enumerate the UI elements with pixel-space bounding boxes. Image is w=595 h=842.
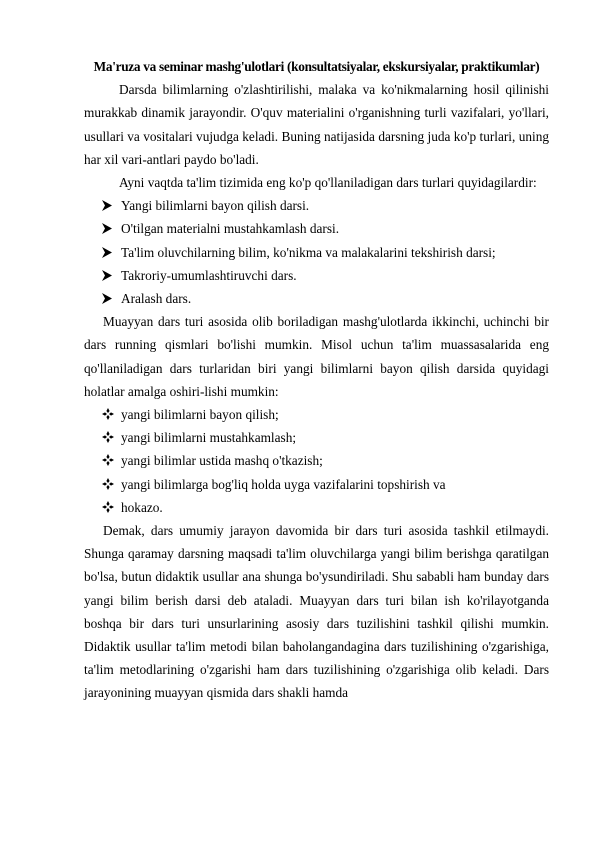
list-item-text: Yangi bilimlarni bayon qilish darsi. xyxy=(121,198,310,214)
situations-list xyxy=(84,403,549,519)
lesson-types-list xyxy=(84,194,549,310)
arrow-bullet-icon xyxy=(102,194,116,218)
list-item xyxy=(84,426,549,449)
document-page xyxy=(84,55,549,705)
list-item-text: hokazo. xyxy=(121,499,163,515)
list-item xyxy=(84,449,549,472)
list-item-text: yangi bilimlarni mustahkamlash; xyxy=(121,430,297,446)
list-item-text: O'tilgan materialni mustahkamlash darsi. xyxy=(121,221,340,237)
list-item-text: Ta'lim oluvchilarning bilim, ko'nikma va malakalarini tekshirish darsi; xyxy=(121,244,496,260)
arrow-bullet-icon xyxy=(102,241,116,265)
list-item xyxy=(84,194,549,217)
arrow-bullet-icon xyxy=(102,264,116,288)
arrow-bullet-icon xyxy=(102,217,116,241)
paragraph-situations-lead: Muayyan dars turi asosida olib boriladigan mashg'ulotlarda ikkinchi, uchinchi bir dars running qismlari bo'lishi mumkin. Misol uchun ta'lim muassasalarida eng qo'llaniladigan dars turlaridan biri yangi bilimlarni bayon qilish darsida quyidagi holatlar amalga oshiri-lishi mumkin: xyxy=(84,314,549,399)
list-item-text: Aralash dars. xyxy=(121,291,192,307)
diamond-bullet-icon xyxy=(102,473,116,497)
diamond-bullet-icon xyxy=(102,403,116,427)
diamond-bullet-icon xyxy=(102,449,116,473)
list-item xyxy=(84,496,549,519)
arrow-bullet-icon xyxy=(102,287,116,311)
paragraph-conclusion: Demak, dars umumiy jarayon davomida bir dars turi asosida tashkil etilmaydi. Shunga qaramay darsning maqsadi ta'lim oluvchilarga yangi bilim berishga qaratilgan bo'lsa, butun didaktik usullar ana shunga bo'ysundiriladi. Shu sababli ham bunday dars yangi bilim berish darsi deb ataladi. Muayyan dars turi bilan ish ko'rilayotganda boshqa bir dars turi unsurlarining asosiy dars tuzilishini tashkil qilishi mumkin. Didaktik usullar ta'lim metodi bilan baholangandagina dars tuzilishining o'zgarishiga, ta'lim metodlarining o'zgarishi ham dars tuzilishining o'zgarishiga olib keladi. Dars jarayonining muayyan qismida dars shakli hamda xyxy=(84,523,549,701)
diamond-bullet-icon xyxy=(102,496,116,520)
diamond-bullet-icon xyxy=(102,426,116,450)
list-item xyxy=(84,217,549,240)
page-title: Ma'ruza va seminar mashg'ulotlari (konsultatsiyalar, ekskursiyalar, praktikumlar) xyxy=(93,59,540,74)
paragraph-lesson-types-lead: Ayni vaqtda ta'lim tizimida eng ko'p qo'llaniladigan dars turlari quyidagilardir: xyxy=(119,175,537,191)
list-item-text: yangi bilimlarni bayon qilish; xyxy=(121,407,279,423)
list-item-text: Takroriy-umumlashtiruvchi dars. xyxy=(121,267,297,283)
list-item xyxy=(84,403,549,426)
list-item xyxy=(84,241,549,264)
list-item-text: yangi bilimlarga bog'liq holda uyga vazifalarini topshirish va xyxy=(121,476,446,492)
list-item xyxy=(84,287,549,310)
list-item xyxy=(84,264,549,287)
paragraph-intro: Darsda bilimlarning o'zlashtirilishi, malaka va ko'nikmalarning hosil qilinishi murakkab dinamik jarayondir. O'quv materialini o'rganishning turli vazifalari, yo'llari, usullari va vositalari vujudga keladi. Buning natijasida darsning juda ko'p turlari, uning har xil vari-antlari paydo bo'ladi. xyxy=(84,82,549,167)
list-item xyxy=(84,473,549,496)
list-item-text: yangi bilimlar ustida mashq o'tkazish; xyxy=(121,453,323,469)
